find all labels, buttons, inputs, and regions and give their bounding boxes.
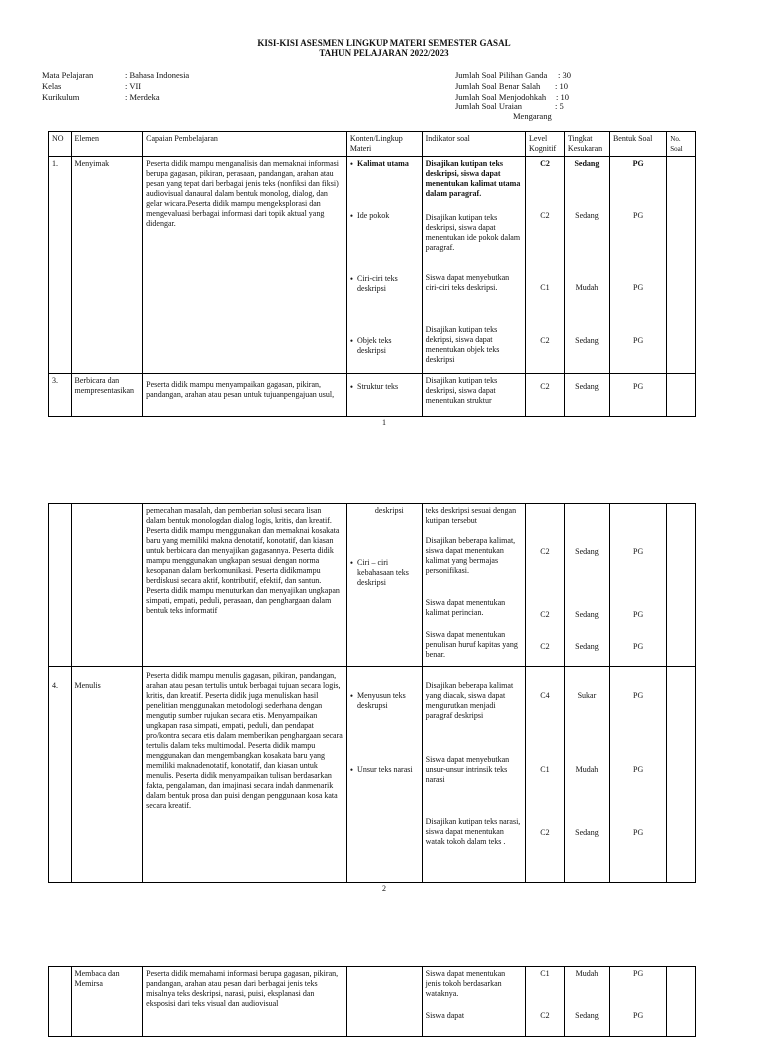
- row-number: [49, 667, 72, 883]
- meta-label: Jumlah Soal Uraian: [455, 101, 523, 111]
- tingkat-value: Sedang: [575, 828, 599, 837]
- konten-label: Kalimat utama: [357, 159, 409, 168]
- column-header: No. Soal: [667, 132, 696, 157]
- meta-value: : 10: [556, 92, 569, 102]
- row-level: [526, 967, 565, 1037]
- column-header: Konten/Lingkup Materi: [346, 132, 422, 157]
- level-value: C2: [540, 336, 550, 345]
- row-level: [526, 157, 565, 374]
- tingkat-value: Sedang: [575, 336, 599, 345]
- page-number: 1: [382, 418, 386, 427]
- row-capaian: pemecahan masalah, dan pemberian solusi secara lisan dalam bentuk monologdan dialog logis, kritis, dan kreatif. Peserta didik mampu menggunakan dan memaknai kosakata baru yang memiliki makna denotatif, konotatif, dan kiasan untuk berbicara dan menyajikan gagasannya. Peserta didik mampu menggunakan ungkapan sesuai dengan norma kesopanan dalam berkomunikasi. Peserta didikmampu berdiskusi secara aktif, kontributif, efektif, dan santun. Peserta didik mampu menuturkan dan menyajikan ungkapan simpati, empati, peduli, perasaan, dan penghargaan dalam bentuk teks informatif: [143, 504, 347, 667]
- meta-value: : 10: [555, 81, 568, 91]
- table-row: [49, 504, 696, 667]
- tingkat-value: Sedang: [575, 1011, 599, 1020]
- list-item: • Struktur teks: [349, 382, 399, 392]
- level-value: C2: [540, 159, 550, 168]
- level-value: C4: [540, 691, 550, 700]
- capaian-text: Peserta didik mampu menyampaikan gagasan, pikiran, pandangan, arahan atau pesan untuk tujuanpengajuan usul,: [146, 380, 335, 399]
- grid-page-1: [48, 131, 696, 417]
- konten-label: Struktur teks: [357, 382, 399, 391]
- list-item: • Ciri – ciri kebahasaan teks deskripsi: [350, 558, 419, 588]
- bentuk-value: PG: [633, 382, 644, 391]
- table-header-row: [49, 132, 696, 157]
- bentuk-value: PG: [633, 336, 644, 345]
- row-level: [526, 504, 565, 667]
- row-elemen: Berbicara dan mempresentasikan: [71, 374, 143, 417]
- capaian-text: Peserta didik mampu menulis gagasan, pikiran, pandangan, arahan atau pesan tertulis untuk berbagai tujuan secara logis, kritis, dan kreatif. Peserta didik juga menuliskan hasil penelitian menggunakan metodologi sederhana dengan mengutip sumber rujukan secara etis. Menyampaikan ungkapan rasa simpati, empati, peduli, dan pendapat pro/kontra secara etis dalam memberikan penghargaan secara tertulis dalam teks multimodal. Peserta didik mampu menggunakan dan mengembangkan kosakata baru yang memiliki maknadenotatif, konotatif, dan kiasan untuk menulis. Peserta didik menyampaikan tulisan berdasarkan fakta, pengalaman, dan imajinasi secara indah danmenarik dalam bentuk prosa dan puisi dengan penggunaan kosa kata secara kreatif.: [146, 671, 343, 810]
- meta-value: : Merdeka: [125, 92, 160, 102]
- grid-page-3: [48, 966, 696, 1037]
- indikator-text: Siswa dapat menyebutkan ciri-ciri teks deskripsi.: [425, 273, 510, 292]
- row-elemen-text: Menulis: [74, 681, 101, 690]
- tingkat-value: Sedang: [575, 642, 599, 651]
- indikator-text: Siswa dapat menyebutkan unsur-unsur intrinsik teks narasi: [425, 755, 510, 784]
- row-konten: [346, 504, 422, 667]
- row-bentuk: [609, 667, 666, 883]
- konten-label: Menyusun teks deskrupsi: [357, 691, 406, 710]
- meta-label: Kurikulum: [42, 92, 80, 102]
- bentuk-value: PG: [633, 610, 644, 619]
- row-konten: [346, 667, 422, 883]
- indikator-text: Siswa dapat: [425, 1011, 465, 1020]
- level-value: C1: [540, 283, 550, 292]
- row-indikator: [422, 667, 525, 883]
- level-value: C1: [540, 765, 550, 774]
- tingkat-value: Sedang: [575, 211, 599, 220]
- table-row: [49, 157, 696, 374]
- row-level: [526, 667, 565, 883]
- row-bentuk: [609, 967, 666, 1037]
- indikator-text: Disajikan beberapa kalimat, siswa dapat menentukan kalimat yang bermajas personifikasi.: [425, 536, 516, 575]
- document-title: KISI-KISI ASESMEN LINGKUP MATERI SEMESTER GASAL: [257, 38, 511, 48]
- row-bentuk: [609, 504, 666, 667]
- row-nosoal: [667, 967, 696, 1037]
- konten-label: Unsur teks narasi: [357, 765, 413, 774]
- row-nosoal: [667, 504, 696, 667]
- level-value: C2: [540, 382, 550, 391]
- tingkat-value: Sukar: [577, 691, 597, 700]
- list-item: • Menyusun teks deskrupsi: [350, 691, 419, 711]
- page-number: 2: [382, 884, 386, 893]
- level-value: C2: [540, 547, 550, 556]
- bentuk-value: PG: [632, 159, 644, 168]
- tingkat-value: Sedang: [575, 547, 599, 556]
- row-konten: [346, 157, 422, 374]
- meta-label: Jumlah Soal Benar Salah: [455, 81, 541, 91]
- konten-label: Ciri – ciri kebahasaan teks deskripsi: [357, 558, 409, 587]
- column-header: NO: [49, 132, 72, 157]
- row-number: 3.: [49, 374, 72, 417]
- row-level: [526, 374, 565, 417]
- table-row: [49, 667, 696, 883]
- column-header: Tingkat Kesukaran: [564, 132, 609, 157]
- bentuk-value: PG: [633, 211, 644, 220]
- indikator-text: Siswa dapat menentukan kalimat perincian.: [425, 598, 506, 617]
- level-value: C1: [540, 969, 550, 978]
- row-capaian: Peserta didik mampu menganalisis dan memaknai informasi berupa gagasan, pikiran, perasaan, pandangan, arahan atau pesan yang tepat dari berbagai jenis teks (nonfiksi dan fiksi) audiovisual danaural dalam bentuk monolog, dialog, dan gelar wicara.Peserta didik mampu mengeksplorasi dan mengevaluasi berbagai informasi dari topik aktual yang didengar.: [143, 157, 347, 374]
- document-subtitle: TAHUN PELAJARAN 2022/2023: [319, 48, 449, 58]
- row-indikator: [422, 157, 525, 374]
- level-value: C2: [540, 642, 550, 651]
- row-elemen: Menyimak: [71, 157, 143, 374]
- bentuk-value: PG: [633, 547, 644, 556]
- list-item: • Objek teks deskripsi: [350, 336, 419, 356]
- konten-label: Ide pokok: [357, 211, 390, 220]
- row-bentuk: [609, 157, 666, 374]
- meta-label: Mata Pelajaran: [42, 70, 94, 80]
- table-row: [49, 967, 696, 1037]
- meta-value: : VII: [125, 81, 142, 91]
- bentuk-value: PG: [633, 765, 644, 774]
- row-number-text: 4.: [52, 681, 58, 690]
- row-indikator: [422, 504, 525, 667]
- meta-label: Jumlah Soal Menjodohkah: [455, 92, 547, 102]
- column-header: Bentuk Soal: [609, 132, 666, 157]
- tingkat-value: Mudah: [575, 765, 599, 774]
- meta-value: : 5: [555, 101, 564, 111]
- row-tingkat: [564, 374, 609, 417]
- row-nosoal: [667, 667, 696, 883]
- tingkat-value: Sedang: [575, 610, 599, 619]
- row-elemen: [71, 504, 143, 667]
- level-value: C2: [540, 828, 550, 837]
- column-header: Indikator soal: [422, 132, 525, 157]
- list-item: • Kalimat utama: [349, 159, 409, 169]
- row-konten: [346, 967, 422, 1037]
- row-tingkat: [564, 667, 609, 883]
- indikator-text: Disajikan kutipan teks deskripsi, siswa dapat menentukan ide pokok dalam paragraf.: [425, 213, 521, 252]
- row-indikator: [422, 967, 525, 1037]
- table-row: [49, 374, 696, 417]
- row-capaian: [143, 667, 347, 883]
- indikator-text: Disajikan kutipan teks dekripsi, siswa dapat menentukan objek teks deskripsi: [425, 325, 500, 364]
- indikator-text: Siswa dapat menentukan jenis tokoh berdasarkan wataknya.: [425, 969, 506, 998]
- row-tingkat: [564, 504, 609, 667]
- konten-label: Objek teks deskripsi: [357, 336, 392, 355]
- row-capaian: [143, 374, 347, 417]
- bentuk-value: PG: [633, 969, 644, 978]
- indikator-text: Disajikan kutipan teks deskripsi, siswa dapat menentukan kalimat utama dalam paragraf.: [425, 159, 521, 198]
- bentuk-value: PG: [633, 642, 644, 651]
- konten-label: Ciri-ciri teks deskripsi: [357, 274, 398, 293]
- level-value: C2: [540, 1011, 550, 1020]
- row-nosoal: [667, 374, 696, 417]
- meta-value: : Bahasa Indonesia: [125, 70, 190, 80]
- row-number: 1.: [49, 157, 72, 374]
- bentuk-value: PG: [633, 691, 644, 700]
- indikator-text: Disajikan beberapa kalimat yang diacak, siswa dapat mengurutkan menjadi paragraf deskripsi: [425, 681, 514, 720]
- row-elemen: [71, 667, 143, 883]
- level-value: C2: [540, 610, 550, 619]
- row-elemen: Membaca dan Memirsa: [71, 967, 143, 1037]
- level-value: C2: [540, 211, 550, 220]
- meta-label: Jumlah Soal Pilihan Ganda: [455, 70, 548, 80]
- grid-page-2: [48, 503, 696, 883]
- tingkat-value: Sedang: [575, 382, 599, 391]
- indikator-text: Siswa dapat menentukan penulisan huruf kapitas yang benar.: [425, 630, 518, 659]
- row-konten: [346, 374, 422, 417]
- row-tingkat: [564, 967, 609, 1037]
- list-item: • Ide pokok: [349, 211, 390, 221]
- bentuk-value: PG: [633, 1011, 644, 1020]
- konten-label: deskripsi: [374, 506, 404, 515]
- tingkat-value: Mudah: [575, 969, 599, 978]
- list-item: • Ciri-ciri teks deskripsi: [350, 274, 419, 294]
- row-number: [49, 967, 72, 1037]
- list-item: • Unsur teks narasi: [349, 765, 413, 775]
- bentuk-value: PG: [633, 828, 644, 837]
- bentuk-value: PG: [633, 283, 644, 292]
- tingkat-value: Mudah: [575, 283, 599, 292]
- row-bentuk: [609, 374, 666, 417]
- row-number: [49, 504, 72, 667]
- row-tingkat: [564, 157, 609, 374]
- meta-value: : 30: [558, 70, 571, 80]
- meta-label: Kelas: [42, 81, 62, 91]
- tingkat-value: Sedang: [574, 159, 600, 168]
- column-header: Level Kognitif: [526, 132, 565, 157]
- row-nosoal: [667, 157, 696, 374]
- column-header: Capaian Pembelajaran: [143, 132, 347, 157]
- meta-value: Mengarang: [513, 111, 552, 121]
- indikator-text: Disajikan kutipan teks narasi, siswa dapat menentukan watak tokoh dalam teks .: [425, 817, 521, 846]
- column-header: Elemen: [71, 132, 143, 157]
- row-capaian: Peserta didik memahami informasi berupa gagasan, pikiran, pandangan, arahan atau pesan dari berbagai jenis teks misalnya teks deskripsi, narasi, puisi, eksplanasi dan eksposisi dari teks visual dan audiovisual: [143, 967, 347, 1037]
- indikator-text: teks deskripsi sesuai dengan kutipan tersebut: [425, 506, 517, 525]
- row-indikator: Disajikan kutipan teks deskripsi, siswa dapat menentukan struktur: [422, 374, 525, 417]
